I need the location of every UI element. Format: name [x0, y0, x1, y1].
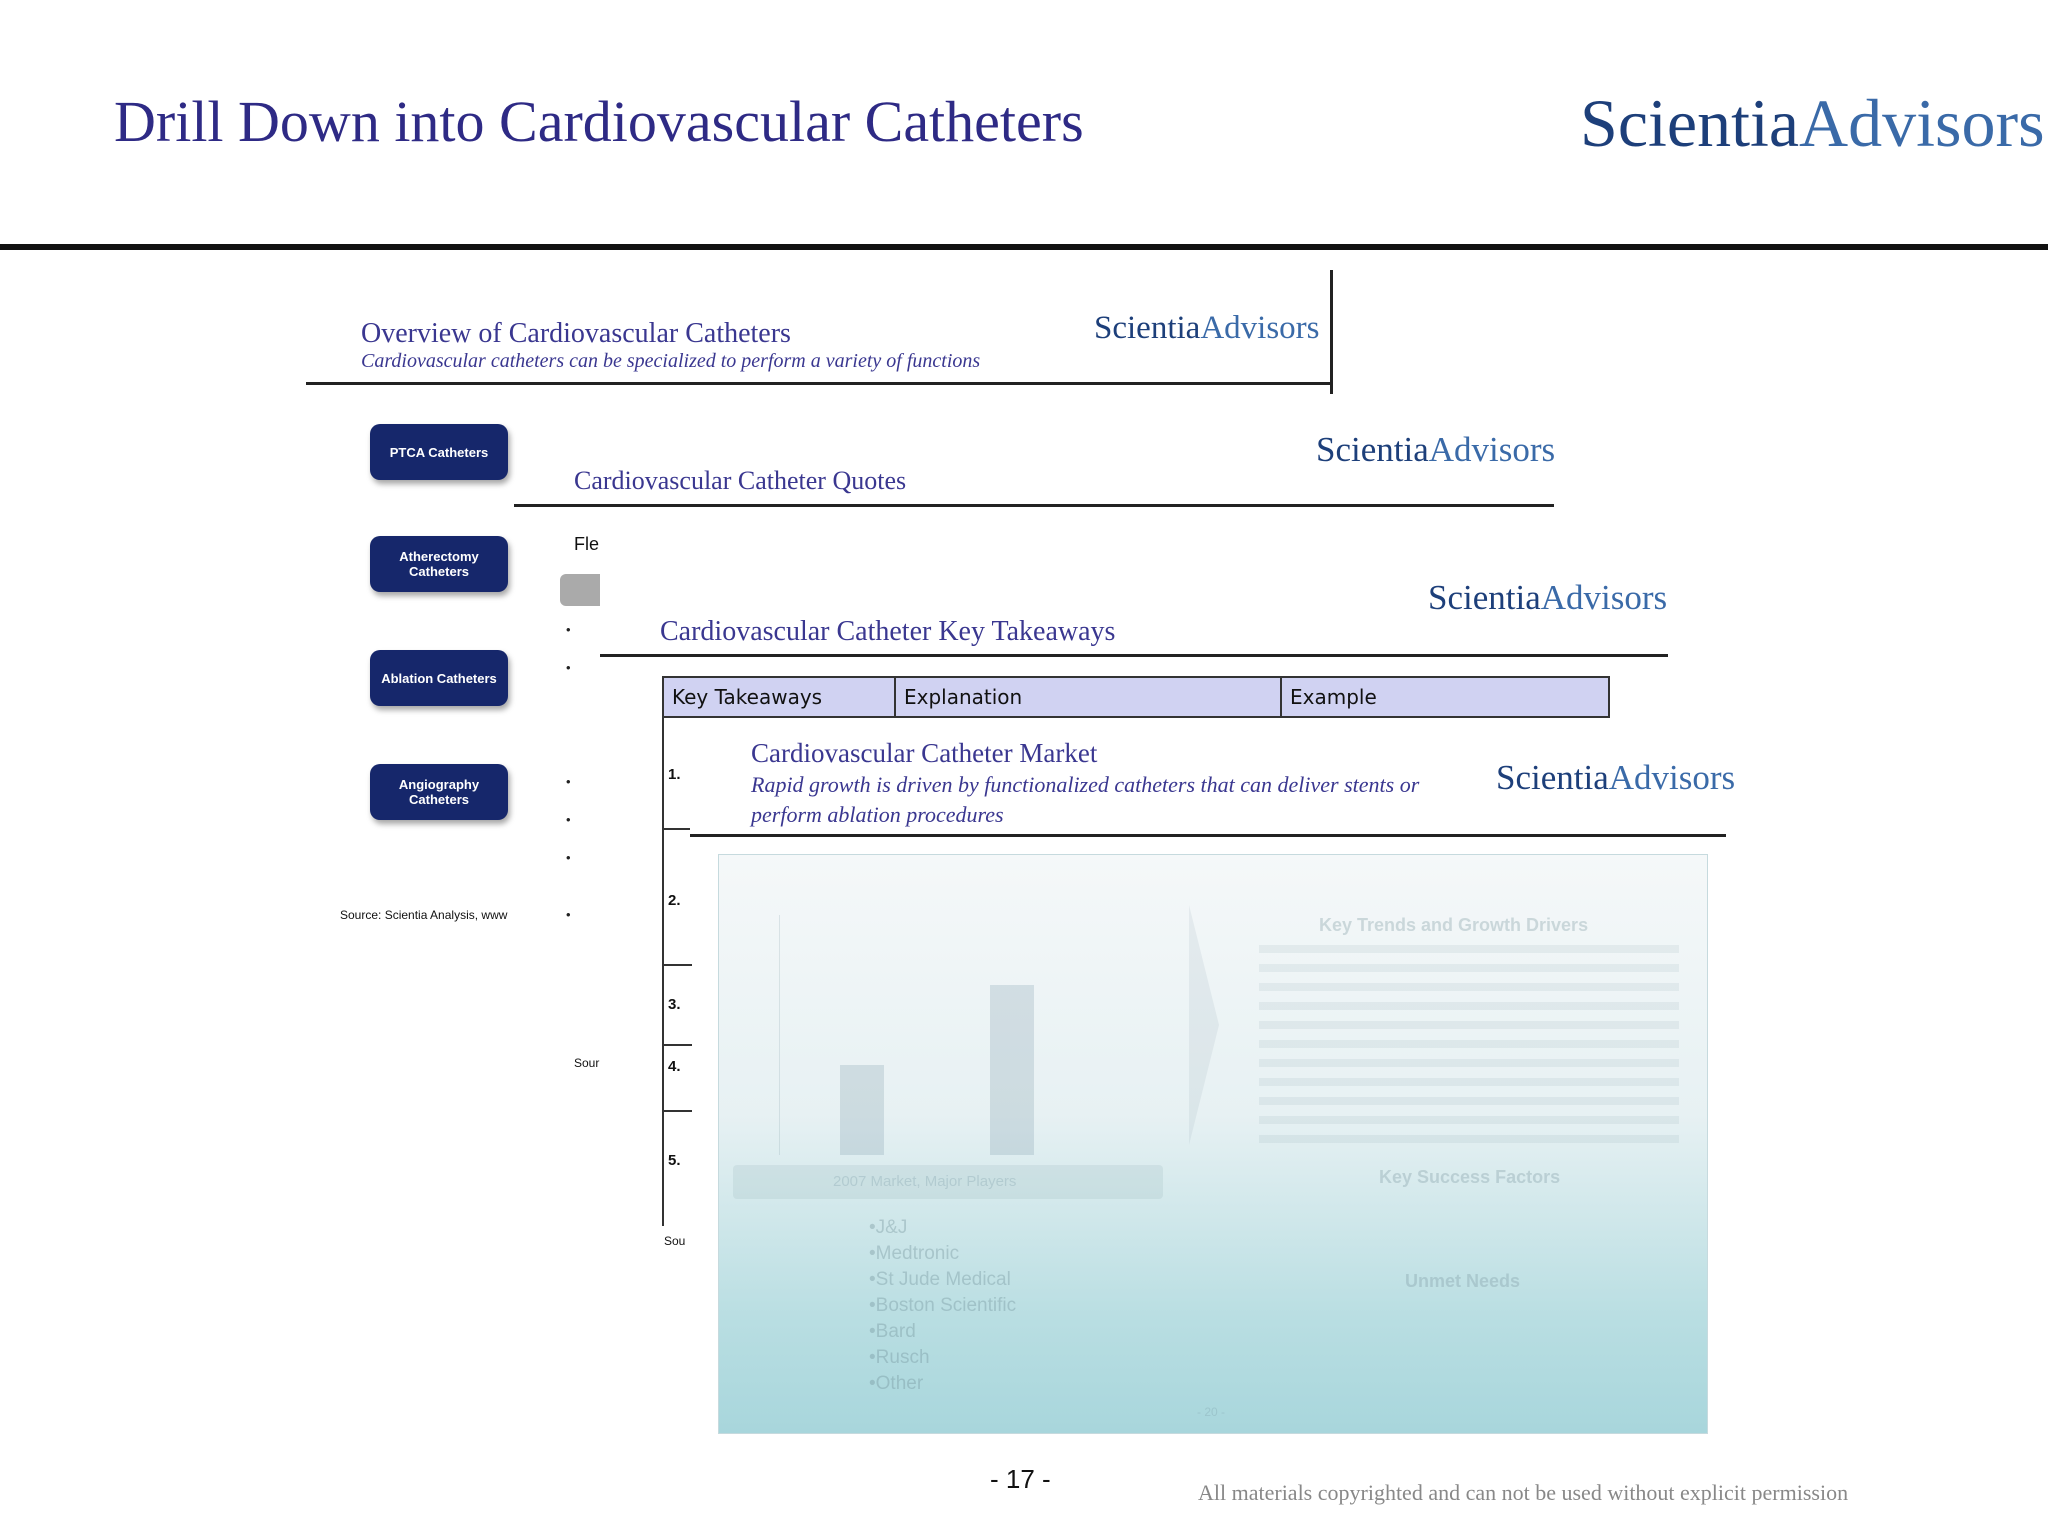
logo-brand: Scientia — [1094, 310, 1201, 346]
quotes-source: Sour — [574, 1056, 600, 1070]
quotes-title: Cardiovascular Catheter Quotes — [574, 466, 907, 495]
logo-brand: Scientia — [1316, 430, 1429, 469]
row-divider — [662, 964, 692, 966]
faded-key-trends-heading: Key Trends and Growth Drivers — [1319, 915, 1589, 935]
overview-divider — [306, 382, 1332, 385]
logo-suffix: Advisors — [1540, 578, 1668, 617]
row-number-2: 2. — [668, 892, 681, 909]
market-divider — [690, 834, 1726, 837]
overview-logo — [1094, 310, 1320, 347]
overview-vertical-divider — [1330, 270, 1333, 394]
player-item: •Bard — [869, 1321, 916, 1342]
logo-suffix: Advisors — [1428, 430, 1556, 469]
logo-suffix: Advisors — [1799, 85, 2045, 161]
row-number-4: 4. — [668, 1058, 681, 1075]
ptca-catheters-pill: PTCA Catheters — [370, 424, 508, 480]
player-item: •Medtronic — [869, 1243, 960, 1264]
atherectomy-catheters-pill: Atherectomy Catheters — [370, 536, 508, 592]
row-divider — [662, 1044, 692, 1046]
takeaways-title: Cardiovascular Catheter Key Takeaways — [660, 616, 1116, 647]
player-item: •Rusch — [869, 1347, 930, 1368]
row-number-3: 3. — [668, 996, 681, 1013]
player-item: •St Jude Medical — [869, 1269, 1011, 1290]
row-divider — [662, 1110, 692, 1112]
logo-brand: Scientia — [1428, 578, 1541, 617]
col-key-takeaways: Key Takeaways — [663, 677, 895, 717]
col-explanation: Explanation — [895, 677, 1281, 717]
logo-suffix: Advisors — [1608, 758, 1736, 797]
quotes-divider — [514, 504, 1554, 507]
row-number-1: 1. — [668, 766, 681, 783]
takeaways-logo — [1428, 578, 1667, 618]
takeaways-source: Sou — [664, 1234, 686, 1248]
faded-unmet-needs-heading: Unmet Needs — [1405, 1271, 1521, 1291]
faded-page-number: - 20 - — [1197, 1405, 1226, 1419]
ablation-catheters-pill: Ablation Catheters — [370, 650, 508, 706]
quotes-logo — [1316, 430, 1555, 470]
copyright-notice: All materials copyrighted and can not be used without explicit permission — [1198, 1480, 1849, 1505]
logo-suffix: Advisors — [1200, 310, 1320, 346]
overview-source: Source: Scientia Analysis, www — [340, 908, 508, 922]
angiography-catheters-pill: Angiography Catheters — [370, 764, 508, 820]
logo-brand: Scientia — [1580, 85, 1800, 161]
faded-arrow — [1189, 905, 1219, 1145]
page-number: - 17 - — [990, 1464, 1051, 1494]
market-logo — [1496, 758, 1735, 798]
faded-players-heading: 2007 Market, Major Players — [833, 1173, 1017, 1190]
row-number-5: 5. — [668, 1152, 681, 1169]
overview-subtitle: Cardiovascular catheters can be specialized to perform a variety of functions — [361, 350, 981, 372]
market-subtitle: Rapid growth is driven by functionalized catheters that can deliver stents or perform ablation procedures — [751, 772, 1420, 827]
table-left-border — [662, 714, 664, 1226]
col-example: Example — [1281, 677, 1609, 717]
quotes-visible-text: Fle — [574, 534, 600, 554]
logo-brand: Scientia — [1496, 758, 1609, 797]
market-slide-faded-content — [718, 854, 1708, 1434]
takeaways-table — [662, 676, 1610, 718]
scientia-advisors-logo — [1580, 84, 2045, 163]
market-title: Cardiovascular Catheter Market — [751, 738, 1098, 768]
faded-trends-text — [1259, 945, 1679, 1145]
page-title: Drill Down into Cardiovascular Catheters — [114, 89, 1084, 154]
header-divider — [0, 244, 2048, 250]
faded-players-list — [869, 1215, 1016, 1397]
overview-title: Overview of Cardiovascular Catheters — [361, 318, 791, 349]
faded-bar — [990, 985, 1034, 1155]
faded-key-success-heading: Key Success Factors — [1379, 1167, 1561, 1187]
player-item: •Other — [869, 1373, 924, 1394]
faded-chart-area — [779, 915, 1070, 1155]
takeaways-divider — [600, 654, 1668, 657]
player-item: •J&J — [869, 1217, 908, 1238]
row-divider — [662, 828, 692, 830]
player-item: •Boston Scientific — [869, 1295, 1017, 1316]
faded-bar — [840, 1065, 884, 1155]
faded-players-header-bar — [733, 1165, 1163, 1199]
quotes-bullets: • • • • • • — [566, 622, 571, 922]
